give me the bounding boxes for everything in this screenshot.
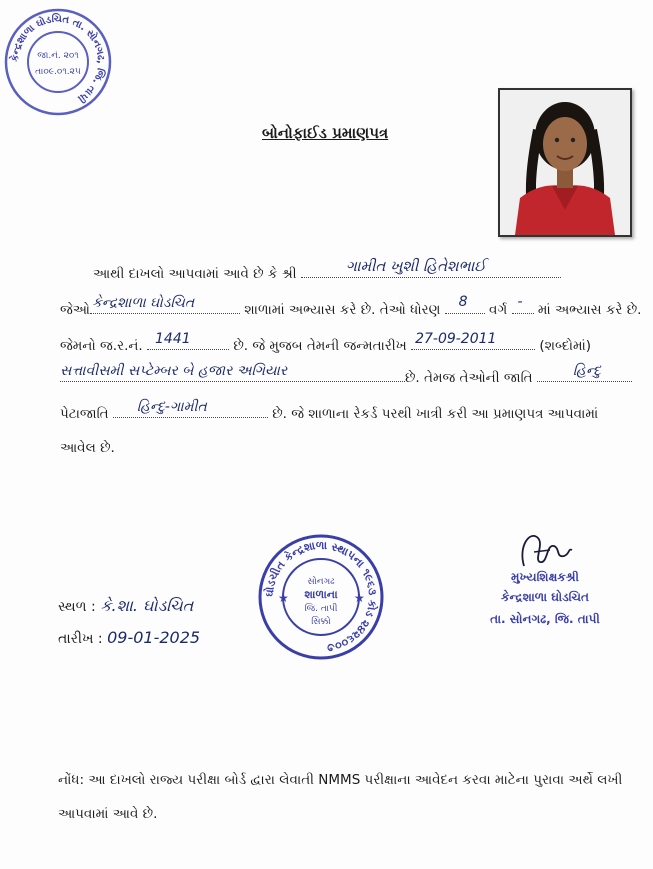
gr-number: 1441 bbox=[155, 331, 191, 347]
division-field bbox=[512, 294, 534, 314]
cert-line-5 bbox=[60, 399, 599, 422]
dob-words: સત્તાવીસમી સપ્ટેમ્બર બે હજાર અગિયાર bbox=[60, 363, 288, 379]
date-value: 09-01-2025 bbox=[107, 628, 201, 647]
place-label: સ્થળ : bbox=[58, 599, 96, 615]
caste: હિન્દુ bbox=[572, 363, 601, 379]
line2-mid2: વર્ગ bbox=[488, 302, 508, 318]
line5-prefix: પેટાજાતિ bbox=[60, 406, 109, 422]
line2-end: માં અભ્યાસ કરે છે. bbox=[537, 302, 642, 318]
dob-words-field bbox=[60, 363, 405, 382]
line2-prefix: જેઓ bbox=[60, 302, 90, 318]
division: - bbox=[517, 294, 523, 310]
standard-field bbox=[445, 294, 485, 314]
place-row bbox=[58, 596, 193, 616]
office-school: કેન્દ્રશાળા ઘોડચિત bbox=[501, 590, 589, 604]
note-line-1: નોંધ: આ દાખલો રાજ્ય પરીક્ષા બોર્ડ દ્વારા લેવાતી NMMS પરીક્ષાના આવેદન કરવા માટેના પુરાવા અર્થે લખી bbox=[58, 772, 623, 788]
line3-mid: છે. જે મુજબ તેમની જન્મતારીખ bbox=[233, 338, 407, 354]
office-taluka: તા. સોનગઢ, જિ. તાપી bbox=[490, 612, 600, 626]
date-label: તારીખ : bbox=[58, 631, 103, 647]
dob: 27-09-2011 bbox=[415, 331, 497, 347]
headmaster-signature bbox=[516, 526, 576, 572]
gr-number-field bbox=[147, 331, 229, 350]
line5-end: છે. જે શાળાના રેકર્ડ પરથી ખાત્રી કરી આ પ્રમાણપત્ર આપવામાં bbox=[272, 406, 599, 422]
cert-line-6: આવેલ છે. bbox=[60, 440, 115, 456]
student-name-field bbox=[301, 257, 561, 278]
school-round-stamp bbox=[256, 532, 386, 662]
page-title: બોનોફાઈડ પ્રમાણપત્ર bbox=[262, 124, 389, 142]
seal-ring-text: કેન્દ્રશાળા ઘોડચિત તા. સોનગઢ, જિ. તાપી bbox=[9, 13, 107, 104]
student-name: ગામીત ખુશી હિતેશભાઈ bbox=[345, 257, 486, 275]
top-left-seal bbox=[2, 6, 114, 118]
stamp-center-line-1: સોનગઢ bbox=[307, 577, 335, 587]
cert-line-1 bbox=[93, 257, 561, 282]
school-name: કેન્દ્રશાળા ઘોડચિત bbox=[91, 295, 195, 311]
stamp-ring-text: ઘોડચીત કેન્દ્રશાળા સ્થાપના ૧૯૬૩ કોડ ૨૪૨૬૦૦૭ bbox=[262, 538, 380, 655]
note-line-2: આપવામાં આવે છે. bbox=[58, 806, 158, 822]
line3-end: (શબ્દોમાં) bbox=[539, 338, 592, 354]
seal-inner-line-1: જા.નં. ૨૦૧ bbox=[37, 51, 79, 61]
line4-mid: છે. તેમજ તેઓની જાતિ bbox=[405, 370, 533, 386]
date-row bbox=[58, 628, 200, 647]
dob-field bbox=[411, 331, 535, 350]
subcaste: હિન્દુ-ગામીત bbox=[136, 399, 207, 415]
cert-line-4 bbox=[60, 363, 632, 386]
student-photo bbox=[498, 88, 632, 237]
cert-line-3 bbox=[60, 331, 592, 354]
line2-mid: શાળામાં અભ્યાસ કરે છે. તેઓ ધોરણ bbox=[244, 302, 441, 318]
stamp-star-right: ★ bbox=[354, 591, 365, 605]
office-designation: મુખ્યશિક્ષકશ્રી bbox=[511, 570, 579, 584]
standard: 8 bbox=[458, 294, 468, 310]
cert-line-2 bbox=[60, 294, 642, 318]
stamp-center-line-4: સિક્કો bbox=[311, 617, 331, 627]
caste-field bbox=[537, 363, 632, 382]
line1-prefix: આથી દાખલો આપવામાં આવે છે કે શ્રી bbox=[93, 266, 297, 282]
stamp-center-line-3: જિ. તાપી bbox=[304, 604, 338, 614]
place-value: કે.શા. ઘોડચિત bbox=[100, 596, 194, 615]
school-name-field bbox=[90, 295, 240, 314]
stamp-star-left: ★ bbox=[278, 591, 289, 605]
seal-inner-line-2: તા૦૯.૦૧.૨૫ bbox=[35, 67, 81, 77]
subcaste-field bbox=[113, 399, 268, 418]
line3-prefix: જેમનો જ.ર.નં. bbox=[60, 338, 143, 354]
stamp-center-line-2: શાળાના bbox=[304, 588, 338, 601]
